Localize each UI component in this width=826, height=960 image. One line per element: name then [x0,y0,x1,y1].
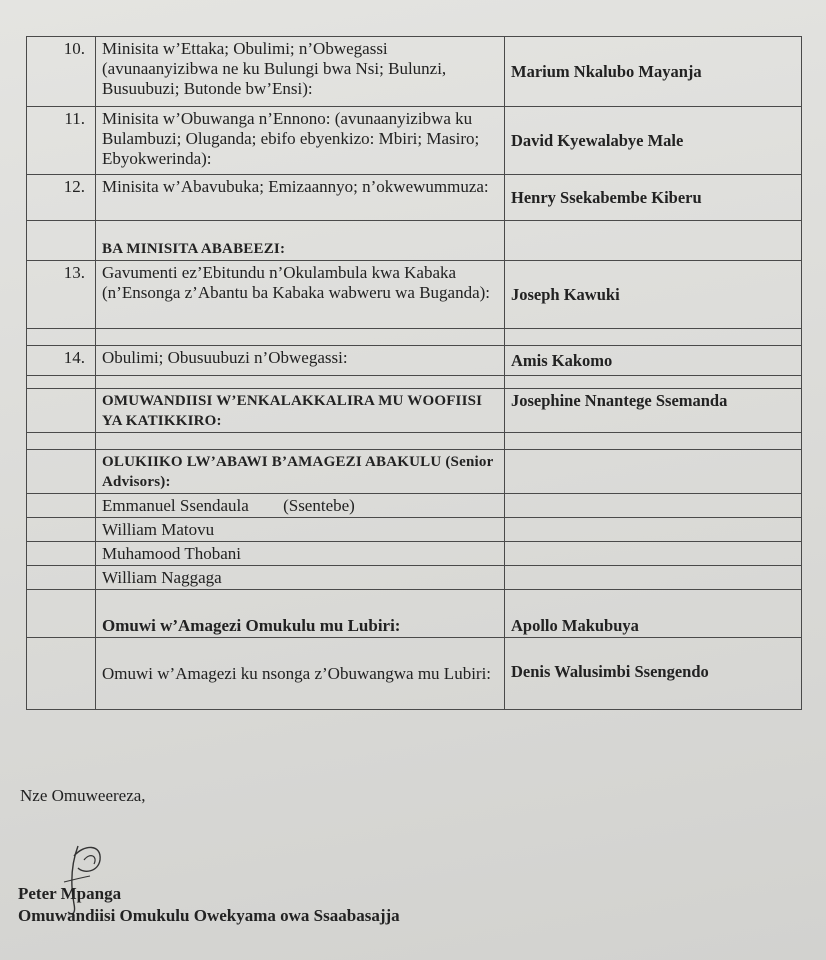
appointee-name: David Kyewalabye Male [505,107,802,175]
appointee-name: Amis Kakomo [505,346,802,376]
table-row [27,107,802,175]
advisor-name: Emmanuel Ssendaula [102,496,249,515]
appointments-table [26,36,802,710]
assistant-ministers-heading: BA MINISITA ABABEEZI: [96,221,505,261]
advisor-entry [96,494,505,518]
culture-advisor-title: Omuwi w’Amagezi ku nsonga z’Obuwangwa mu Lubiri: [96,638,505,710]
closing-salutation: Nze Omuweereza, [20,786,146,805]
row-number: 14. [27,346,96,376]
table-row [27,261,802,329]
signatory-title: Omuwandiisi Omukulu Owekyama owa Ssaabasajja [18,906,400,925]
portfolio-description: Gavumenti ez’Ebitundu n’Okulambula kwa Kabaka (n’Ensonga z’Abantu ba Kabaka wabweru wa Buganda): [96,261,505,329]
table-row [27,175,802,221]
permanent-secretary-title: OMUWANDIISI W’ENKALAKKALIRA MU WOOFIISI YA KATIKKIRO: [96,389,505,433]
table-row [27,590,802,638]
spacer-row [27,329,802,346]
appointee-name: Joseph Kawuki [505,261,802,329]
section-heading-row [27,450,802,494]
spacer-row [27,376,802,389]
table-row [27,346,802,376]
row-number: 12. [27,175,96,221]
chief-advisor-title: Omuwi w’Amagezi Omukulu mu Lubiri: [96,590,505,638]
appointee-name: Josephine Nnantege Ssemanda [505,389,802,433]
spacer-row [27,433,802,450]
appointee-name: Henry Ssekabembe Kiberu [505,175,802,221]
portfolio-description: Minisita w’Abavubuka; Emizaannyo; n’okwewummuza: [96,175,505,221]
senior-advisors-heading: OLUKIIKO LW’ABAWI B’AMAGEZI ABAKULU (Senior Advisors): [96,450,505,494]
advisor-role-note: (Ssentebe) [283,496,355,515]
table-row [27,518,802,542]
signatory-name: Peter Mpanga [18,884,122,903]
row-number: 11. [27,107,96,175]
portfolio-description: Minisita w’Ettaka; Obulimi; n’Obwegassi (avunaanyizibwa ne ku Bulungi bwa Nsi; Bulunzi, Busuubuzi; Butonde bw’Ensi): [96,37,505,107]
advisor-name: Muhamood Thobani [96,542,505,566]
portfolio-description: Obulimi; Obusuubuzi n’Obwegassi: [96,346,505,376]
section-heading-row [27,221,802,261]
appointee-name: Apollo Makubuya [505,590,802,638]
table-row [27,37,802,107]
appointee-name: Marium Nkalubo Mayanja [505,37,802,107]
table-row [27,566,802,590]
table-row [27,389,802,433]
portfolio-description: Minisita w’Obuwanga n’Ennono: (avunaanyizibwa ku Bulambuzi; Oluganda; ebifo ebyenkizo: Mbiri; Masiro; Ebyokwerinda): [96,107,505,175]
row-number: 13. [27,261,96,329]
table-row [27,638,802,710]
appointee-name: Denis Walusimbi Ssengendo [505,638,802,710]
advisor-name: William Naggaga [96,566,505,590]
table-row [27,542,802,566]
table-row [27,494,802,518]
row-number: 10. [27,37,96,107]
advisor-name: William Matovu [96,518,505,542]
